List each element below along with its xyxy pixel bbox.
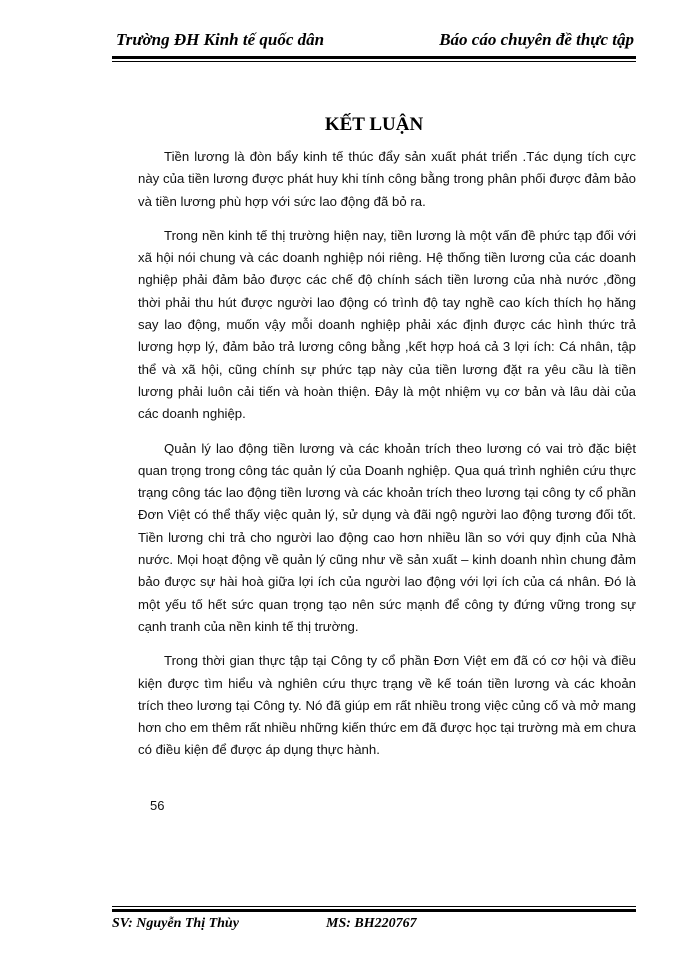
- paragraph: Trong nền kinh tế thị trường hiện nay, tiền lương là một vấn đề phức tạp đối với xã hội nói chung và các doanh nghiệp nói riêng. Hệ thống tiền lương của các doanh nghiệp phải đảm bảo được các chế độ chính sách tiền lương của nhà nước ,đồng thời phải thu hút được người lao động có trình độ tay nghề cao kích thích họ hăng say lao động, muốn vậy mỗi doanh nghiệp phải xác định được các hình thức trả lương hợp lý, đảm bảo trả lương công bằng ,kết hợp hoá cả 3 lợi ích: Cá nhân, tập thể và xã hội, cũng chính sự phức tạp này của tiền lương đặt ra yêu cầu là tiền lương phải luôn cải tiến và hoàn thiện. Đây là một nhiệm vụ cơ bản và lâu dài của các doanh nghiệp.: [138, 227, 636, 422]
- paragraph: Tiền lương là đòn bẩy kinh tế thúc đẩy sản xuất phát triển .Tác dụng tích cực này của tiền lương được phát huy khi tính công bằng trong phân phối được đảm bảo và tiền lương phù hợp với sức lao động đã bỏ ra.: [138, 149, 636, 209]
- header-school: Trường ĐH Kinh tế quốc dân: [116, 30, 325, 49]
- page-footer: [112, 914, 636, 938]
- footer-student-code: MS: BH220767: [326, 916, 417, 931]
- page-number: 56: [150, 798, 165, 813]
- page-header: [112, 26, 636, 56]
- conclusion-body: [138, 146, 636, 774]
- footer-rule-thick: [112, 909, 636, 912]
- paragraph: Quản lý lao động tiền lương và các khoản trích theo lương có vai trò đặc biệt quan trọng trong công tác quản lý của Doanh nghiệp. Qua quá trình nghiên cứu thực trạng công tác lao động tiền lương và các khoản trích theo lương tại công ty cổ phần Đơn Việt có thể thấy việc quản lý, sử dụng và đãi ngộ người lao động tương đối tốt. Tiền lương chi trả cho người lao động cao hơn nhiều lần so với quy định của Nhà nước. Mọi hoạt động về quản lý cũng như về sản xuất – kinh doanh nhìn chung đảm bảo được sự hài hoà giữa lợi ích của người lao động với lợi ích của cá nhân. Đó là một yếu tố hết sức quan trọng tạo nên sức mạnh để công ty đứng vững trong sự cạnh tranh của nền kinh tế thị trường.: [138, 440, 636, 634]
- header-rule-thin: [112, 61, 636, 62]
- footer-rule-thin: [112, 906, 636, 907]
- page-title: KẾT LUẬN: [324, 114, 424, 135]
- footer-student-name: SV: Nguyễn Thị Thùy: [112, 916, 239, 931]
- header-rule-thick: [112, 56, 636, 59]
- paragraph: Trong thời gian thực tập tại Công ty cổ phần Đơn Việt em đã có cơ hội và điều kiện được tìm hiểu và nghiên cứu thực trạng về kế toán tiền lương và các khoản trích theo lương tại Công ty. Nó đã giúp em rất nhiều trong việc củng cố và mở mang hơn cho em thêm rất nhiều những kiến thức em đã được học tại trường mà em chưa có điều kiện để được áp dụng thực hành.: [138, 653, 636, 758]
- header-report-type: Báo cáo chuyên đề thực tập: [439, 30, 634, 49]
